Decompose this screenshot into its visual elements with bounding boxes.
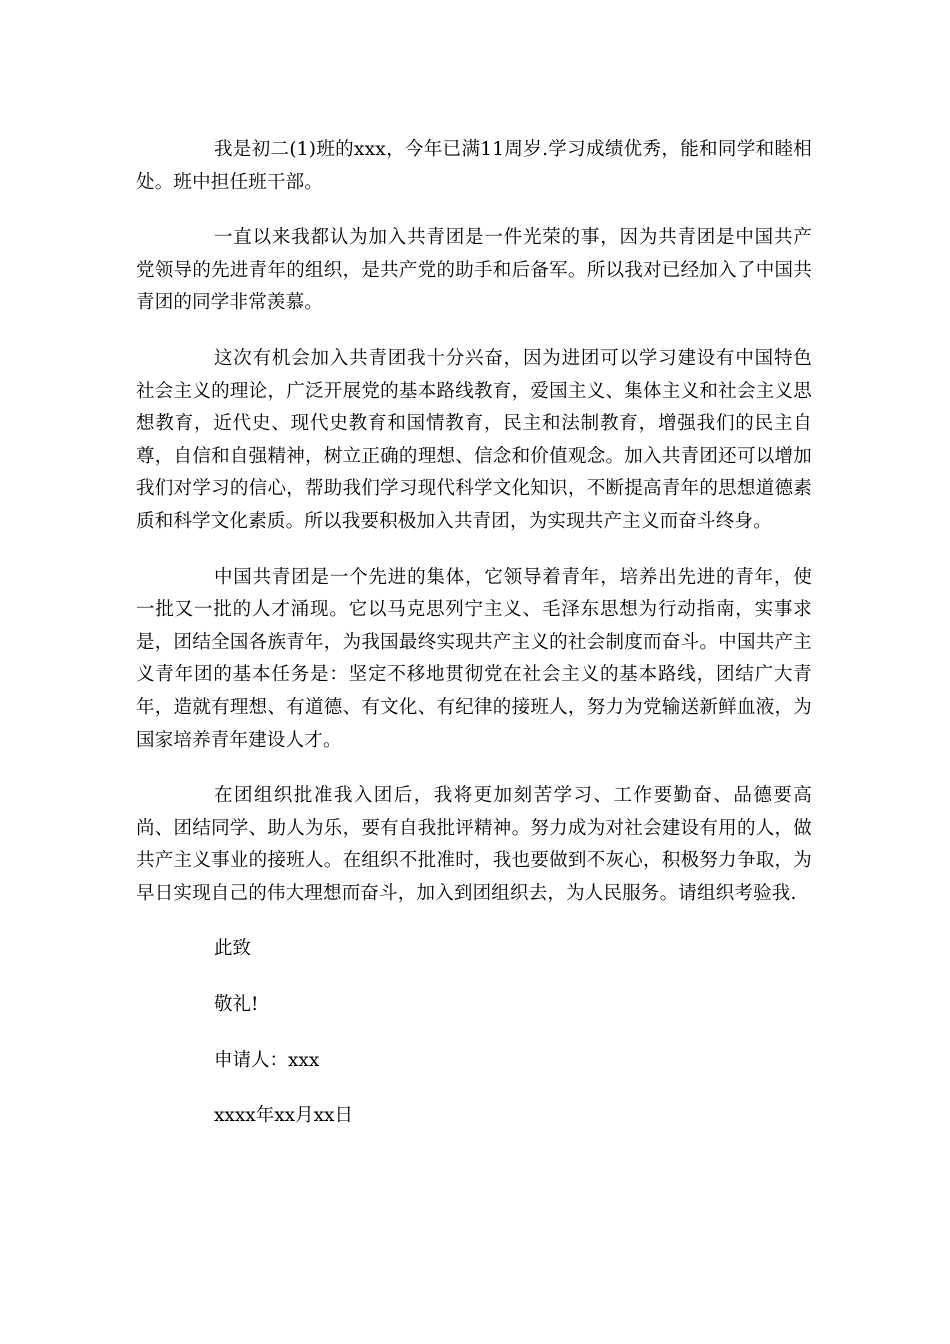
closing-salutation: 此致 — [214, 938, 252, 960]
paragraph-league-description: 中国共青团是一个先进的集体，它领导着青年，培养出先进的青年，使一批又一批的人才涌现。它以马克思列宁主义、毛泽东思想为行动指南，实事求是，团结全国各族青年，为我国最终实现共产主义的社会制度而奋斗。中国共产主义青年团的基本任务是：坚定不移地贯彻党在社会主义的基本路线，团结广大青年，造就有理想、有道德、有文化、有纪律的接班人，努力为党输送新鲜血液，为国家培养青年建设人才。 — [136, 566, 812, 751]
letter-body — [136, 134, 812, 1156]
paragraph-motivation: 一直以来我都认为加入共青团是一件光荣的事，因为共青团是中国共产党领导的先进青年的组织，是共产党的助手和后备军。所以我对已经加入了中国共青团的同学非常羡慕。 — [136, 227, 812, 314]
closing-date: xxxx年xx月xx日 — [214, 1105, 353, 1127]
paragraph-benefits: 这次有机会加入共青团我十分兴奋，因为进团可以学习建设有中国特色社会主义的理论，广泛开展党的基本路线教育，爱国主义、集体主义和社会主义思想教育，近代史、现代史教育和国情教育，民主和法制教育，增强我们的民主自尊，自信和自强精神，树立正确的理想、信念和价值观念。加入共青团还可以增加我们对学习的信心，帮助我们学习现代科学文化知识，不断提高青年的思想道德素质和科学文化素质。所以我要积极加入共青团，为实现共产主义而奋斗终身。 — [136, 347, 812, 532]
closing-applicant: 申请人：xxx — [214, 1049, 320, 1071]
paragraph-commitment: 在团组织批准我入团后，我将更加刻苦学习、工作要勤奋、品德要高尚、团结同学、助人为乐，要有自我批评精神。努力成为对社会建设有用的人，做共产主义事业的接班人。在组织不批准时，我也要做到不灰心，积极努力争取，为早日实现自己的伟大理想而奋斗，加入到团组织去，为人民服务。请组织考验我. — [136, 785, 812, 904]
paragraph-intro: 我是初二(1)班的xxx，今年已满11周岁.学习成绩优秀，能和同学和睦相处。班中担任班干部。 — [136, 139, 812, 193]
closing-regards: 敬礼! — [214, 994, 259, 1016]
